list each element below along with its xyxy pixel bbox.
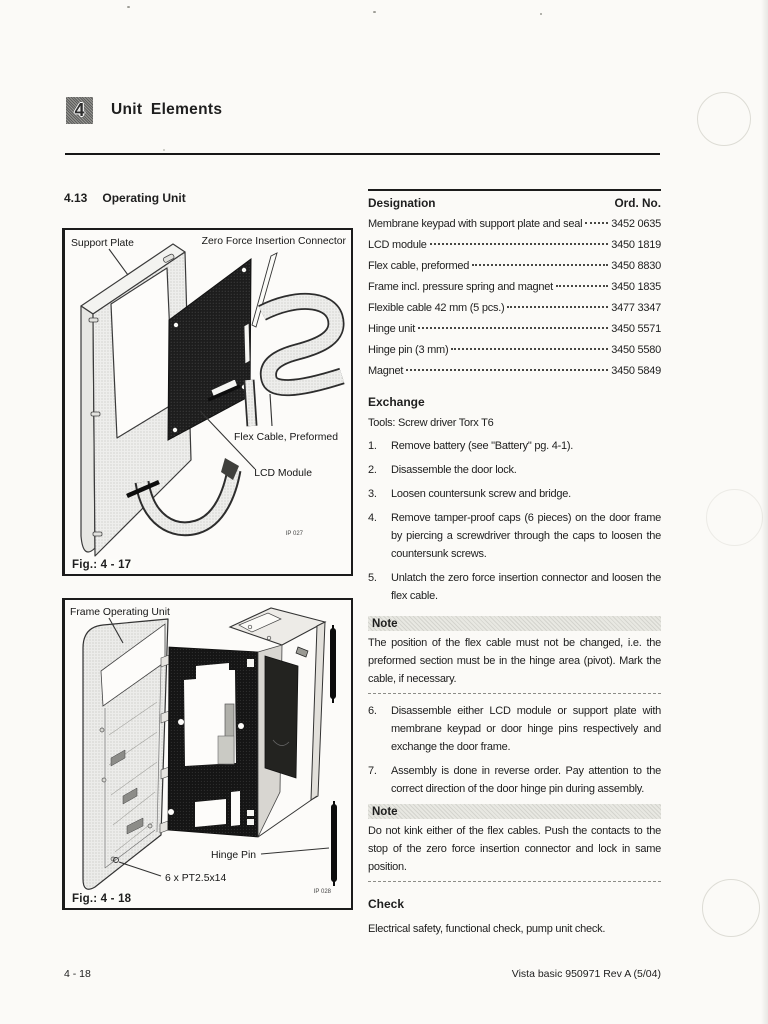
footer-page-number: 4 - 18 xyxy=(64,968,91,980)
check-heading: Check xyxy=(368,897,405,911)
header-rule xyxy=(65,153,660,155)
note-divider xyxy=(368,880,661,882)
step-number: 1. xyxy=(368,440,377,452)
table-row xyxy=(368,278,661,299)
scan-artifact-circle xyxy=(697,92,751,146)
parts-table xyxy=(368,189,661,383)
step-item xyxy=(368,461,661,479)
part-name: Flexible cable 42 mm (5 pcs.) xyxy=(368,302,505,314)
tools-line: Tools: Screw driver Torx T6 xyxy=(368,417,494,429)
table-row xyxy=(368,236,661,257)
label-lcd-module: LCD Module xyxy=(254,468,312,479)
scan-speck xyxy=(163,149,165,151)
part-name: Flex cable, preformed xyxy=(368,260,470,272)
leader-dots xyxy=(472,264,608,266)
figure-operating-unit-exploded xyxy=(62,228,353,576)
step-item xyxy=(368,509,661,563)
step-number: 7. xyxy=(368,765,377,777)
table-row xyxy=(368,299,661,320)
leader-dots xyxy=(556,285,608,287)
exchange-heading: Exchange xyxy=(368,395,425,409)
figure-1-caption: Fig.: 4 - 17 xyxy=(72,559,132,571)
label-support-plate: Support Plate xyxy=(71,238,134,249)
label-screws: 6 x PT2.5x14 xyxy=(165,873,227,884)
leader-dots xyxy=(418,327,608,329)
step-text: Remove battery (see "Battery" pg. 4-1). xyxy=(391,440,574,452)
step-text: Disassemble the door lock. xyxy=(391,464,517,476)
step-item xyxy=(368,437,661,455)
note-text: The position of the flex cable must not be changed, i.e. the preformed section must be in the hinge area (pivot). Mark the cable, if necessary. xyxy=(368,637,661,685)
image-code: IP 027 xyxy=(285,531,303,537)
step-number: 2. xyxy=(368,464,377,476)
part-name: Hinge unit xyxy=(368,323,416,335)
part-ord-no: 3450 5571 xyxy=(611,323,661,335)
step-text: Remove tamper-proof caps (6 pieces) on the door frame by piercing a screwdriver through the caps to loosen the countersunk screws. xyxy=(391,512,661,560)
text-column xyxy=(368,189,661,938)
step-number: 6. xyxy=(368,705,377,717)
part-ord-no: 3450 8830 xyxy=(611,260,661,272)
exchange-steps xyxy=(368,437,661,605)
chapter-number-box: 4 xyxy=(66,97,93,124)
figure-2-caption: Fig.: 4 - 18 xyxy=(72,893,132,905)
part-ord-no: 3452 0635 xyxy=(611,218,661,230)
label-hinge-pin: Hinge Pin xyxy=(211,850,257,861)
exchange-steps-continued xyxy=(368,702,661,798)
check-text: Electrical safety, functional check, pump unit check. xyxy=(368,923,606,935)
note-label: Note xyxy=(372,805,398,818)
part-name: Magnet xyxy=(368,365,404,377)
scan-artifact-circle xyxy=(702,879,760,937)
note-label: Note xyxy=(372,617,398,630)
scan-artifact-circle xyxy=(706,489,763,546)
step-text: Disassemble either LCD module or support plate with membrane keypad or door hinge pins respectively and exchange the door frame. xyxy=(391,705,661,753)
part-ord-no: 3450 5580 xyxy=(611,344,661,356)
part-name: Membrane keypad with support plate and seal xyxy=(368,218,583,230)
step-text: Unlatch the zero force insertion connector and loosen the flex cable. xyxy=(391,572,661,602)
section-heading xyxy=(64,191,186,205)
page-edge-shade xyxy=(761,0,768,1024)
label-zero-force-connector: Zero Force Insertion Connector xyxy=(201,236,346,247)
step-item xyxy=(368,702,661,756)
label-flex-cable: Flex Cable, Preformed xyxy=(234,432,338,443)
part-name: LCD module xyxy=(368,239,427,251)
col-designation: Designation xyxy=(368,196,436,210)
part-name: Frame incl. pressure spring and magnet xyxy=(368,281,553,293)
table-row xyxy=(368,341,661,362)
step-item xyxy=(368,485,661,503)
image-code: IP 028 xyxy=(313,889,331,895)
hinge-screw-shape xyxy=(296,647,308,657)
note-divider xyxy=(368,692,661,694)
step-number: 4. xyxy=(368,512,377,524)
label-frame-operating-unit: Frame Operating Unit xyxy=(70,607,170,618)
black-frame-shape xyxy=(168,647,258,837)
step-text: Assembly is done in reverse order. Pay attention to the correct direction of the door hinge pin during assembly. xyxy=(391,765,661,795)
figure-frame-operating-unit xyxy=(62,598,353,910)
figure-2-drawing xyxy=(65,600,351,908)
figure-1-drawing xyxy=(65,230,351,574)
note-text: Do not kink either of the flex cables. Push the contacts to the stop of the zero force insertion connector and lock in same position. xyxy=(368,825,661,873)
door-frame-shape xyxy=(83,619,168,889)
step-text: Loosen countersunk screw and bridge. xyxy=(391,488,571,500)
part-ord-no: 3477 3347 xyxy=(611,302,661,314)
leader-dots xyxy=(451,348,608,350)
part-ord-no: 3450 1819 xyxy=(611,239,661,251)
scan-speck xyxy=(373,11,376,13)
step-number: 5. xyxy=(368,572,377,584)
section-number: 4.13 xyxy=(64,191,88,205)
step-number: 3. xyxy=(368,488,377,500)
part-ord-no: 3450 1835 xyxy=(611,281,661,293)
table-row xyxy=(368,320,661,341)
leader-dots xyxy=(507,306,608,308)
col-ord-no: Ord. No. xyxy=(614,196,661,210)
page-title: Unit Elements xyxy=(111,101,223,118)
table-row xyxy=(368,362,661,383)
table-row xyxy=(368,215,661,236)
footer-doc-ref: Vista basic 950971 Rev A (5/04) xyxy=(511,968,661,980)
note-bar xyxy=(368,616,661,631)
note-bar xyxy=(368,804,661,819)
scan-speck xyxy=(540,13,542,15)
step-item xyxy=(368,762,661,798)
step-item xyxy=(368,569,661,605)
leader-dots xyxy=(406,369,608,371)
flex-cable-shape xyxy=(249,301,342,426)
scan-speck xyxy=(127,6,130,8)
leader-dots xyxy=(585,222,608,224)
part-name: Hinge pin (3 mm) xyxy=(368,344,449,356)
parts-table-header xyxy=(368,194,661,215)
section-title: Operating Unit xyxy=(102,191,186,205)
table-row xyxy=(368,257,661,278)
part-ord-no: 3450 5849 xyxy=(611,365,661,377)
leader-dots xyxy=(430,243,609,245)
